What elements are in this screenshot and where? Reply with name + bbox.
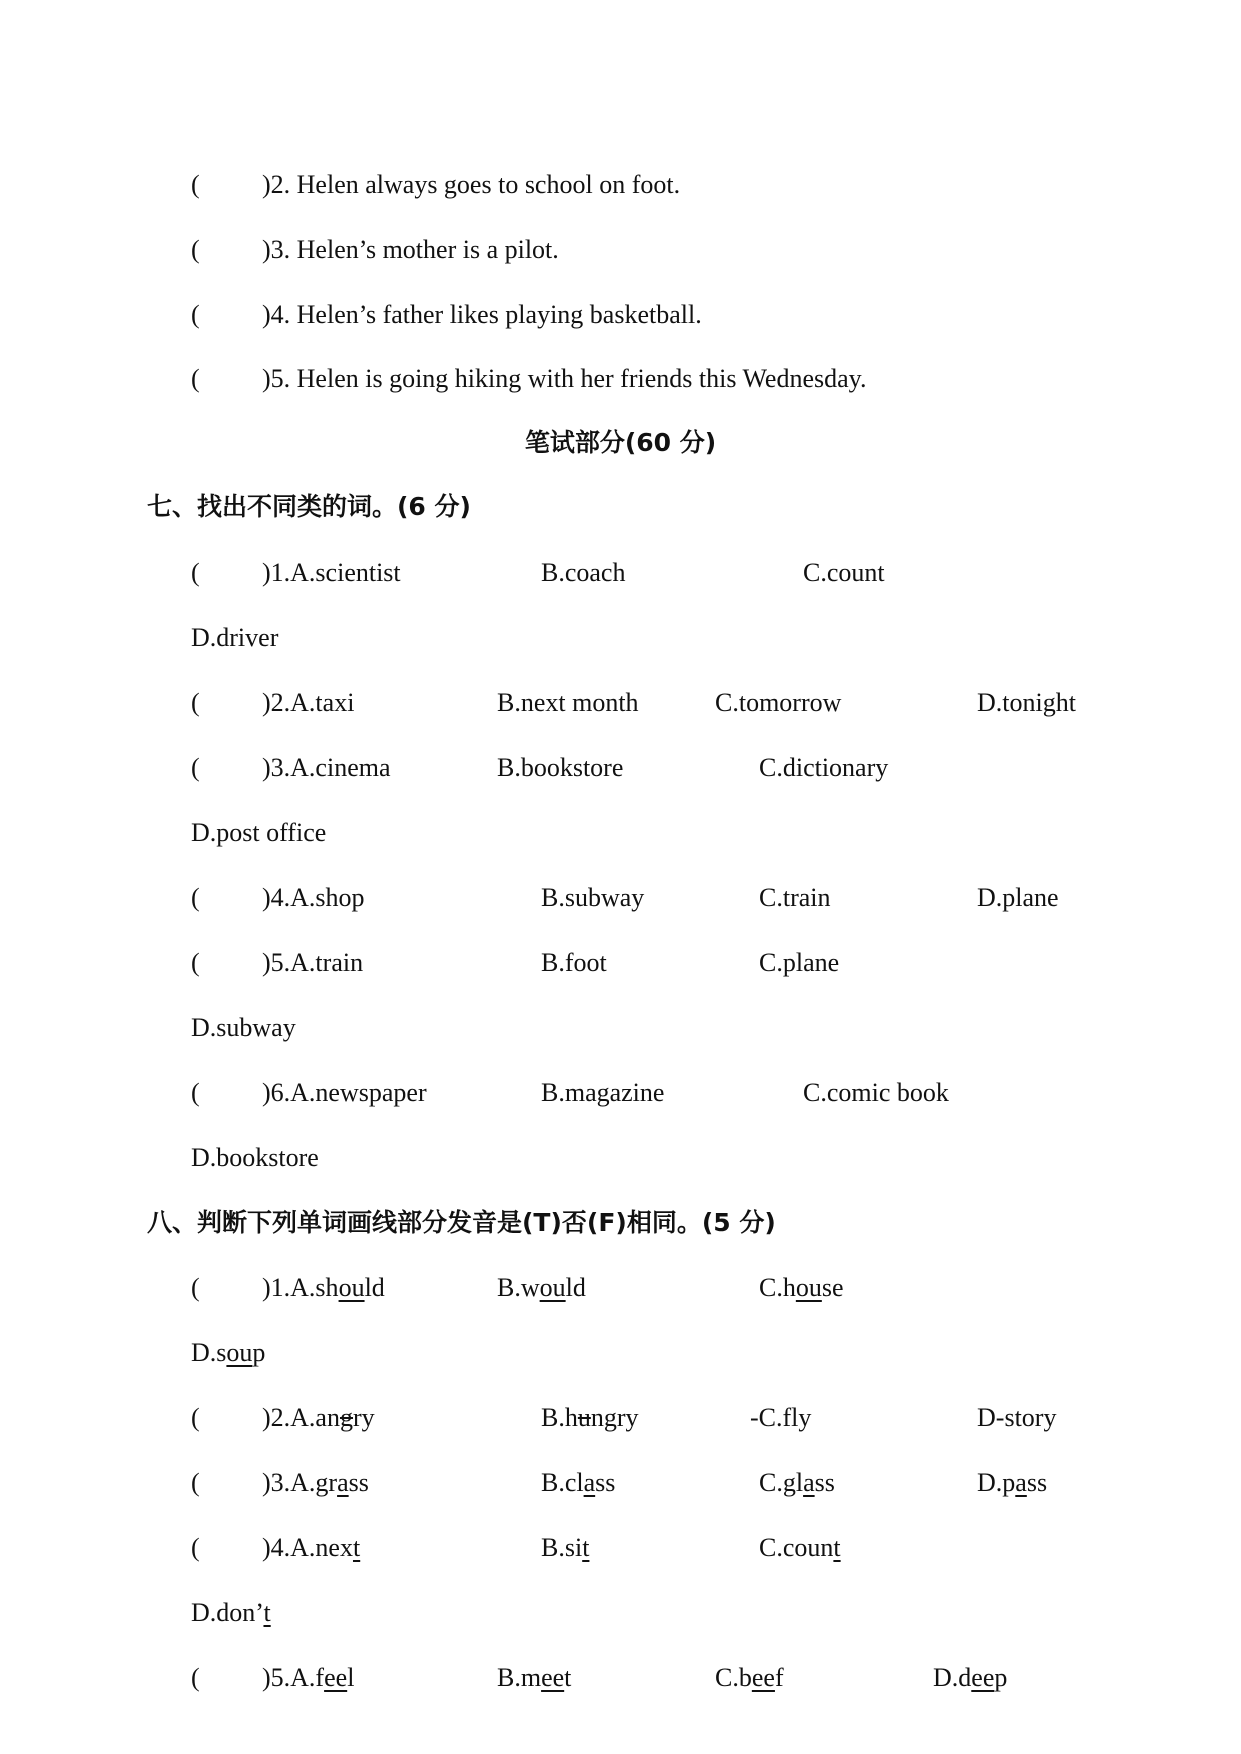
option-c: -C.fly <box>750 1403 812 1432</box>
option-d: D.bookstore <box>191 1143 319 1172</box>
s7-question-6-cont <box>191 1141 319 1175</box>
option-a: )6.A.newspaper <box>262 1078 427 1107</box>
option-c: C.beef <box>715 1663 784 1692</box>
struck-part: u <box>577 1403 591 1432</box>
answer-bracket[interactable]: ( <box>191 948 200 977</box>
underlined-part: ou <box>539 1273 566 1302</box>
answer-bracket[interactable]: ( <box>191 1663 200 1692</box>
option-c: C.plane <box>759 948 840 977</box>
answer-bracket[interactable]: ( <box>191 1533 200 1562</box>
written-part-title: 笔试部分(60 分) <box>524 428 717 457</box>
underlined-part: a <box>583 1468 596 1497</box>
option-c: C.dictionary <box>759 753 889 782</box>
answer-bracket[interactable]: ( <box>191 235 200 264</box>
underlined-part: ee <box>751 1663 775 1692</box>
option-a: )2.A.taxi <box>262 688 355 717</box>
underlined-part: t <box>582 1533 590 1562</box>
option-b: B.foot <box>541 948 607 977</box>
option-b: B.bookstore <box>497 753 624 782</box>
option-a: )5.A.feel <box>262 1663 355 1692</box>
answer-bracket[interactable]: ( <box>191 558 200 587</box>
underlined-part: ee <box>324 1663 348 1692</box>
option-c: C.house <box>759 1273 844 1302</box>
option-c: C.count <box>759 1533 841 1562</box>
answer-bracket[interactable]: ( <box>191 883 200 912</box>
option-d: D.tonight <box>977 688 1076 717</box>
answer-bracket[interactable]: ( <box>191 364 200 393</box>
option-a: )1.A.should <box>262 1273 385 1302</box>
s8-question-4-cont <box>191 1596 271 1630</box>
underlined-part: t <box>263 1598 271 1627</box>
struck-part: g <box>339 1403 353 1432</box>
underlined-part: ee <box>541 1663 565 1692</box>
option-b: B.subway <box>541 883 645 912</box>
option-d: D.subway <box>191 1013 296 1042</box>
option-b: B.coach <box>541 558 626 587</box>
option-d: D.soup <box>191 1338 266 1367</box>
option-d: D.don’t <box>191 1598 271 1627</box>
underlined-part: ou <box>795 1273 822 1302</box>
underlined-part: a <box>803 1468 815 1497</box>
option-b: B.would <box>497 1273 586 1302</box>
underlined-part: ou <box>226 1338 253 1367</box>
s8-question-1-cont <box>191 1336 265 1370</box>
option-b: B.hungry <box>541 1403 639 1432</box>
option-a: )4.A.next <box>262 1533 361 1562</box>
underlined-part: ou <box>338 1273 365 1302</box>
option-d: D-story <box>977 1403 1057 1432</box>
statement-text: )5. Helen is going hiking with her friends this Wednesday. <box>262 364 867 393</box>
statement-text: )2. Helen always goes to school on foot. <box>262 170 681 199</box>
option-c: C.train <box>759 883 831 912</box>
option-b: B.next month <box>497 688 639 717</box>
answer-bracket[interactable]: ( <box>191 1403 200 1432</box>
s7-question-1-cont <box>191 621 278 655</box>
option-c: C.comic book <box>803 1078 949 1107</box>
option-d: D.post office <box>191 818 327 847</box>
underlined-part: a <box>337 1468 349 1497</box>
option-a: )5.A.train <box>262 948 364 977</box>
option-a: )3.A.grass <box>262 1468 369 1497</box>
answer-bracket[interactable]: ( <box>191 300 200 329</box>
option-b: B.magazine <box>541 1078 665 1107</box>
statement-text: )3. Helen’s mother is a pilot. <box>262 235 559 264</box>
option-a: )3.A.cinema <box>262 753 391 782</box>
answer-bracket[interactable]: ( <box>191 688 200 717</box>
answer-bracket[interactable]: ( <box>191 170 200 199</box>
option-b: B.class <box>541 1468 616 1497</box>
option-d: D.deep <box>933 1663 1008 1692</box>
section-8-title: 八、判断下列单词画线部分发音是(T)否(F)相同。(5 分) <box>147 1208 776 1237</box>
option-c: C.glass <box>759 1468 835 1497</box>
underlined-part: ee <box>971 1663 995 1692</box>
option-d: D.plane <box>977 883 1059 912</box>
answer-bracket[interactable]: ( <box>191 1468 200 1497</box>
underlined-part: t <box>833 1533 841 1562</box>
option-a: )1.A.scientist <box>262 558 401 587</box>
option-b: B.meet <box>497 1663 572 1692</box>
underlined-part: a <box>1015 1468 1027 1497</box>
s7-question-3-cont <box>191 816 326 850</box>
option-c: C.count <box>803 558 885 587</box>
answer-bracket[interactable]: ( <box>191 1078 200 1107</box>
option-d: D.driver <box>191 623 279 652</box>
answer-bracket[interactable]: ( <box>191 753 200 782</box>
option-a: )2.A.angry <box>262 1403 375 1432</box>
option-c: C.tomorrow <box>715 688 842 717</box>
option-a: )4.A.shop <box>262 883 365 912</box>
statement-text: )4. Helen’s father likes playing basketball. <box>262 300 702 329</box>
section-7-title: 七、找出不同类的词。(6 分) <box>147 492 471 521</box>
underlined-part: t <box>352 1533 361 1562</box>
answer-bracket[interactable]: ( <box>191 1273 200 1302</box>
option-b: B.sit <box>541 1533 590 1562</box>
option-d: D.pass <box>977 1468 1048 1497</box>
s7-question-5-cont <box>191 1011 296 1045</box>
